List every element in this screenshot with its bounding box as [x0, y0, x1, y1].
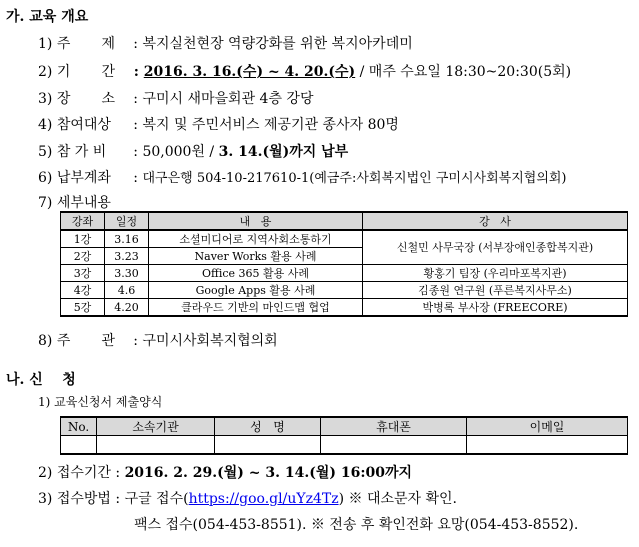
item-label: 기 간: [56, 64, 116, 80]
item-num: 2): [38, 64, 53, 80]
item-details: [38, 192, 111, 212]
item-period: [38, 61, 571, 81]
form-empty-row: [61, 436, 628, 455]
form-col-phone: 휴대폰: [321, 417, 467, 436]
item-organizer: [38, 330, 278, 350]
cell-date: 3.30: [105, 265, 149, 282]
table-row: [61, 230, 628, 248]
item-label: 접수방법: [56, 491, 111, 507]
item-sep: :: [128, 36, 143, 52]
item-label: 주 관: [56, 333, 116, 349]
item-sep: :: [110, 491, 125, 507]
item-label: 교육신청서 제출양식: [54, 395, 163, 409]
item-sep: :: [128, 144, 143, 160]
form-cell-email[interactable]: [467, 436, 628, 455]
section-a-title: 가. 교육 개요: [6, 9, 89, 25]
application-form-table: [60, 416, 628, 455]
item-label: 참 가 비: [56, 144, 107, 160]
item-sep: :: [128, 333, 143, 349]
google-form-link[interactable]: https://goo.gl/uYz4Tz: [188, 491, 339, 507]
item-target: [38, 114, 399, 134]
form-cell-name[interactable]: [215, 436, 321, 455]
col-content: 내 용: [149, 212, 363, 230]
item-num: 2): [38, 465, 53, 481]
fee-deadline: 3. 14.(월)까지 납부: [218, 144, 349, 160]
form-col-email: 이메일: [467, 417, 628, 436]
item-num: 7): [38, 195, 53, 211]
col-course: 강좌: [61, 212, 105, 230]
form-header-row: [61, 417, 628, 436]
schedule-table: [60, 211, 628, 317]
item-form-title: [38, 393, 162, 410]
item-value: 복지 및 주민서비스 제공기관 종사자 80명: [142, 117, 399, 133]
period-schedule: / 매주 수요일 18:30~20:30(5회): [355, 64, 572, 80]
cell-date: 3.16: [105, 230, 149, 248]
item-fee: [38, 141, 348, 161]
form-cell-no[interactable]: [61, 436, 97, 455]
item-label: 접수기간: [56, 465, 111, 481]
cell-course: 3강: [61, 265, 105, 282]
section-b-title: 나. 신 청: [6, 372, 76, 388]
table-row: [61, 282, 628, 299]
item-value: 구미시사회복지협의회: [142, 333, 278, 349]
application-period-value: 2016. 2. 29.(월) ~ 3. 14.(월) 16:00까지: [124, 465, 413, 481]
cell-date: 3.23: [105, 248, 149, 265]
item-account: [38, 167, 567, 187]
cell-content: 클라우드 기반의 마인드맵 협업: [149, 299, 363, 317]
item-sep: :: [128, 64, 144, 80]
cell-content: Google Apps 활용 사례: [149, 282, 363, 299]
item-num: 3): [38, 491, 53, 507]
cell-lecturer: 황홍기 팀장 (우리마포복지관): [363, 265, 628, 282]
item-num: 3): [38, 91, 53, 107]
cell-content: Naver Works 활용 사례: [149, 248, 363, 265]
item-num: 4): [38, 117, 53, 133]
form-col-no: No.: [61, 417, 97, 436]
item-num: 1): [38, 36, 53, 52]
item-label: 장 소: [56, 91, 116, 107]
cell-content: 소셜미디어로 지역사회소통하기: [149, 230, 363, 248]
item-application-method: [38, 488, 457, 508]
item-sep: :: [128, 91, 143, 107]
item-num: 6): [38, 170, 53, 186]
item-value: 복지실천현장 역량강화를 위한 복지아카데미: [142, 36, 413, 52]
item-application-period: [38, 462, 412, 482]
item-sep: :: [128, 117, 143, 133]
cell-date: 4.6: [105, 282, 149, 299]
table-row: [61, 265, 628, 282]
col-date: 일정: [105, 212, 149, 230]
form-col-name: 성 명: [215, 417, 321, 436]
cell-content: Office 365 활용 사례: [149, 265, 363, 282]
item-value: 구미시 새마을회관 4층 강당: [142, 91, 314, 107]
item-venue: [38, 88, 313, 108]
form-cell-org[interactable]: [97, 436, 215, 455]
item-num: 5): [38, 144, 53, 160]
cell-lecturer: 신철민 사무국장 (서부장애인종합복지관): [363, 230, 628, 265]
form-col-org: 소속기관: [97, 417, 215, 436]
item-label: 납부계좌: [56, 170, 111, 186]
item-label: 세부내용: [56, 195, 111, 211]
item-sep: :: [128, 170, 143, 186]
form-cell-phone[interactable]: [321, 436, 467, 455]
table-row: [61, 299, 628, 317]
item-label: 주 제: [56, 36, 116, 52]
table-header-row: [61, 212, 628, 230]
period-dates: 2016. 3. 16.(수) ~ 4. 20.(수): [143, 64, 356, 80]
method-pre: 구글 접수(: [124, 491, 189, 507]
item-sep: :: [110, 465, 125, 481]
item-subject: [38, 33, 413, 53]
cell-course: 1강: [61, 230, 105, 248]
cell-date: 4.20: [105, 299, 149, 317]
item-num: 1): [38, 395, 51, 409]
item-value: 대구은행 504-10-217610-1(예금주:사회복지법인 구미시사회복지협의회): [142, 171, 567, 186]
item-label: 참여대상: [56, 117, 111, 133]
cell-course: 2강: [61, 248, 105, 265]
method-fax-line: 팩스 접수(054-453-8551). ※ 전송 후 확인전화 요망(054-453-8552).: [134, 517, 579, 533]
fee-amount: 50,000원 /: [142, 144, 219, 160]
col-lecturer: 강 사: [363, 212, 628, 230]
method-post: ) ※ 대소문자 확인.: [338, 491, 458, 507]
cell-course: 4강: [61, 282, 105, 299]
cell-course: 5강: [61, 299, 105, 317]
item-num: 8): [38, 333, 53, 349]
cell-lecturer: 김종원 연구원 (푸른복지사무소): [363, 282, 628, 299]
cell-lecturer: 박병록 부사장 (FREECORE): [363, 299, 628, 317]
